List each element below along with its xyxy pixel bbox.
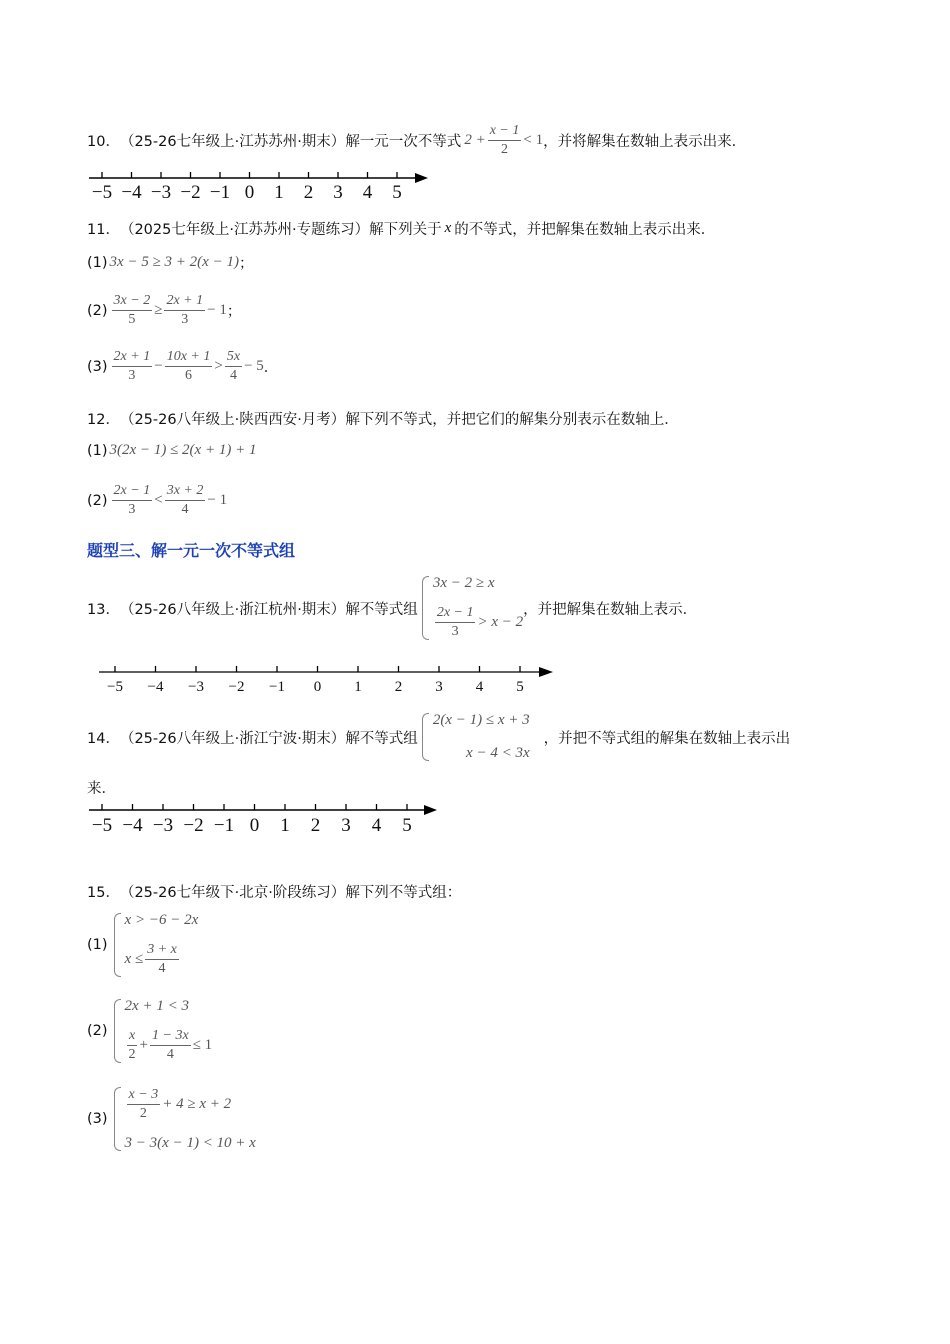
- number-line-2: [95, 662, 565, 696]
- brace: [114, 1087, 121, 1151]
- tick-label: 0: [249, 815, 260, 836]
- arrow-head: [415, 173, 428, 183]
- q15-text: 解下列不等式组：: [345, 885, 462, 901]
- q15-number: 15．: [87, 885, 120, 901]
- q11-text-post: 的不等式，并把解集在数轴上表示出来．: [454, 222, 716, 238]
- tick-label: 2: [394, 679, 403, 695]
- tick-label: −3: [188, 679, 204, 695]
- q12-source: （25-26八年级上·陕西西安·月考）: [119, 412, 346, 428]
- q11-p1-expr: 3x − 5 ≥ 3 + 2(x − 1): [109, 254, 239, 270]
- frac-den: 3: [128, 502, 136, 517]
- q11-p3-frac3: [225, 348, 242, 385]
- q15-p2-frac2: [150, 1027, 191, 1064]
- tick-label: −1: [269, 679, 285, 695]
- q15-p2-row1: 2x + 1 < 3: [124, 998, 189, 1014]
- q11-p1-label: (1): [87, 254, 108, 271]
- q13-row2-tail: > x − 2: [477, 614, 524, 630]
- arrow-head: [424, 805, 437, 815]
- tick-label: 4: [371, 815, 382, 836]
- tick-label: 5: [392, 182, 402, 202]
- frac-num: 1 − 3x: [150, 1027, 191, 1046]
- tick-label: −1: [213, 815, 235, 836]
- frac-num: x: [127, 1027, 137, 1046]
- q11-p2-end: ；: [226, 304, 242, 320]
- frac-num: 2x − 1: [435, 604, 476, 623]
- frac-den: 3: [181, 312, 189, 327]
- q14-text-post2: 来．: [87, 781, 116, 797]
- tick-label: 1: [354, 679, 362, 695]
- q11-text: 解下列关于: [369, 222, 442, 238]
- tick-label: −2: [228, 679, 245, 695]
- q11-p3-op1: −: [154, 358, 163, 374]
- tick-label: 1: [274, 182, 284, 202]
- question-15: [87, 881, 461, 902]
- q12-p1-label: (1): [87, 442, 108, 459]
- q11-p3-frac1: [112, 348, 153, 385]
- q10-expr-a: 2 +: [464, 132, 486, 148]
- q13-source: （25-26八年级上·浙江杭州·期末）: [119, 601, 346, 618]
- frac-den: 2: [139, 1106, 147, 1121]
- number-line-1: [85, 168, 435, 202]
- tick-label: 2: [303, 182, 314, 202]
- q10-frac-den: 2: [501, 142, 509, 157]
- q11-part-3: [87, 348, 278, 385]
- frac-den: 4: [166, 1047, 174, 1062]
- q11-p1-end: ；: [238, 256, 254, 272]
- q11-p2-frac1: [112, 292, 153, 329]
- q11-source: （2025七年级上·江苏苏州·专题练习）: [119, 222, 370, 238]
- tick-label: −5: [91, 815, 113, 836]
- tick-label: 4: [475, 679, 484, 695]
- q13-number: 13．: [87, 601, 120, 618]
- q14-source: （25-26八年级上·浙江宁波·期末）: [119, 730, 346, 747]
- q10-text-post: ，并将解集在数轴上表示出来．: [543, 134, 747, 150]
- tick-label: −5: [91, 182, 113, 202]
- q13-row1: 3x − 2 ≥ x: [432, 575, 495, 591]
- tick-label: −4: [147, 679, 164, 695]
- q11-part-1: [87, 252, 253, 273]
- arrow-head: [539, 667, 553, 677]
- q15-p2-tail: ≤ 1: [192, 1037, 213, 1053]
- q11-var: x: [444, 220, 452, 236]
- tick-label: 2: [310, 815, 321, 836]
- q14-continued: [87, 777, 116, 798]
- tick-label: −3: [152, 815, 174, 836]
- q12-p2-tail: − 1: [207, 492, 228, 508]
- q14-number: 14．: [87, 730, 120, 747]
- tick-label: 0: [244, 182, 255, 202]
- frac-num: 2x − 1: [112, 482, 153, 501]
- frac-num: 3x − 2: [112, 292, 153, 311]
- tick-label: 4: [362, 182, 373, 202]
- q11-p2-frac2: [164, 292, 205, 329]
- question-14: [87, 712, 790, 762]
- q15-part-2: [87, 998, 212, 1064]
- q12-p2-frac1: [112, 482, 153, 519]
- q15-p2-frac1: [127, 1027, 138, 1064]
- q11-p2-tail: − 1: [207, 302, 227, 318]
- q13-text-post: ，并把解集在数轴上表示．: [523, 601, 698, 618]
- tick-label: −5: [107, 679, 123, 695]
- q10-fraction: [488, 122, 522, 159]
- q10-source: （25-26七年级上·江苏苏州·期末）: [119, 134, 346, 150]
- q12-p2-frac2: [165, 482, 206, 519]
- q11-p3-op2: >: [214, 358, 223, 374]
- question-10: [87, 122, 746, 159]
- section-heading: 题型三、解一元一次不等式组: [87, 541, 296, 560]
- frac-num: 2x + 1: [164, 292, 205, 311]
- q15-p1-row1: x > −6 − 2x: [124, 912, 199, 928]
- frac-den: 3: [451, 624, 459, 639]
- tick-label: −1: [209, 182, 231, 202]
- brace: [114, 913, 121, 977]
- q15-p2-op: +: [139, 1037, 149, 1053]
- frac-num: x − 3: [127, 1086, 161, 1105]
- q15-p3-row1-tail: + 4 ≥ x + 2: [162, 1096, 232, 1112]
- tick-label: 3: [435, 679, 443, 695]
- q12-p2-op: <: [154, 492, 163, 508]
- q15-p1-system: [114, 912, 199, 978]
- q12-p1-expr: 3(2x − 1) ≤ 2(x + 1) + 1: [109, 442, 257, 458]
- q15-p1-label: (1): [87, 937, 108, 953]
- q13-text: 解不等式组: [345, 601, 418, 618]
- q15-p3-row2: 3 − 3(x − 1) < 10 + x: [124, 1135, 256, 1151]
- q11-number: 11．: [87, 222, 120, 238]
- frac-den: 4: [158, 961, 166, 976]
- q10-number: 10．: [87, 134, 120, 150]
- frac-num: 3 + x: [145, 941, 179, 960]
- q15-p2-label: (2): [87, 1023, 108, 1039]
- frac-num: 10x + 1: [165, 348, 213, 367]
- frac-num: 3x + 2: [165, 482, 206, 501]
- tick-label: 0: [313, 679, 322, 695]
- q12-part-2: [87, 482, 227, 519]
- q10-expr-b: < 1: [523, 132, 544, 148]
- frac-den: 3: [128, 368, 136, 383]
- q11-p3-frac2: [165, 348, 213, 385]
- q11-part-2: [87, 292, 241, 329]
- q15-p2-system: [114, 998, 213, 1064]
- q11-p2-label: (2): [87, 302, 108, 319]
- q10-frac-num: x − 1: [488, 122, 522, 141]
- q15-part-3: [87, 1086, 256, 1152]
- question-13: [87, 575, 697, 641]
- q14-row2: x − 4 < 3x: [466, 745, 530, 761]
- q14-row1: 2(x − 1) ≤ x + 3: [432, 712, 530, 728]
- tick-label: 1: [280, 815, 290, 836]
- frac-den: 6: [185, 368, 193, 383]
- question-12: [87, 408, 679, 429]
- q15-source: （25-26七年级下·北京·阶段练习）: [119, 885, 346, 901]
- q13-row2-frac: [435, 604, 476, 641]
- question-11: [87, 218, 715, 239]
- frac-den: 4: [181, 502, 189, 517]
- tick-label: −2: [180, 182, 201, 202]
- q15-p1-frac: [145, 941, 179, 978]
- brace: [422, 713, 429, 761]
- tick-label: −3: [150, 182, 172, 202]
- q15-p1-row2-a: x ≤: [124, 951, 144, 967]
- q13-system: [422, 575, 523, 641]
- tick-label: −2: [183, 815, 204, 836]
- tick-label: −4: [121, 182, 142, 202]
- q15-p3-frac: [127, 1086, 161, 1123]
- q10-text: 解一元一次不等式: [345, 134, 462, 150]
- brace: [422, 576, 429, 640]
- q12-part-1: [87, 442, 256, 459]
- tick-label: 5: [516, 679, 524, 695]
- q14-text: 解不等式组: [345, 730, 418, 747]
- frac-den: 5: [128, 312, 136, 327]
- q12-p2-label: (2): [87, 492, 108, 509]
- q11-p3-end: ．: [263, 360, 279, 376]
- frac-num: 5x: [225, 348, 242, 367]
- q12-text: 解下列不等式，并把它们的解集分别表示在数轴上．: [345, 412, 679, 428]
- q11-p3-tail: − 5: [244, 358, 264, 374]
- q12-number: 12．: [87, 412, 120, 428]
- q15-part-1: [87, 912, 198, 978]
- frac-den: 2: [128, 1047, 136, 1062]
- q11-p2-op: ≥: [154, 302, 163, 318]
- tick-label: 3: [333, 182, 343, 202]
- q14-system: [422, 712, 530, 762]
- frac-den: 4: [229, 368, 237, 383]
- tick-label: −4: [122, 815, 143, 836]
- tick-label: 3: [341, 815, 351, 836]
- q11-p3-label: (3): [87, 358, 108, 375]
- q15-p3-label: (3): [87, 1111, 108, 1127]
- tick-label: 5: [402, 815, 412, 836]
- number-line-3: [85, 800, 445, 836]
- q14-text-post: ，并把不等式组的解集在数轴上表示出: [543, 730, 791, 747]
- q15-p3-system: [114, 1086, 256, 1152]
- brace: [114, 999, 121, 1063]
- frac-num: 2x + 1: [112, 348, 153, 367]
